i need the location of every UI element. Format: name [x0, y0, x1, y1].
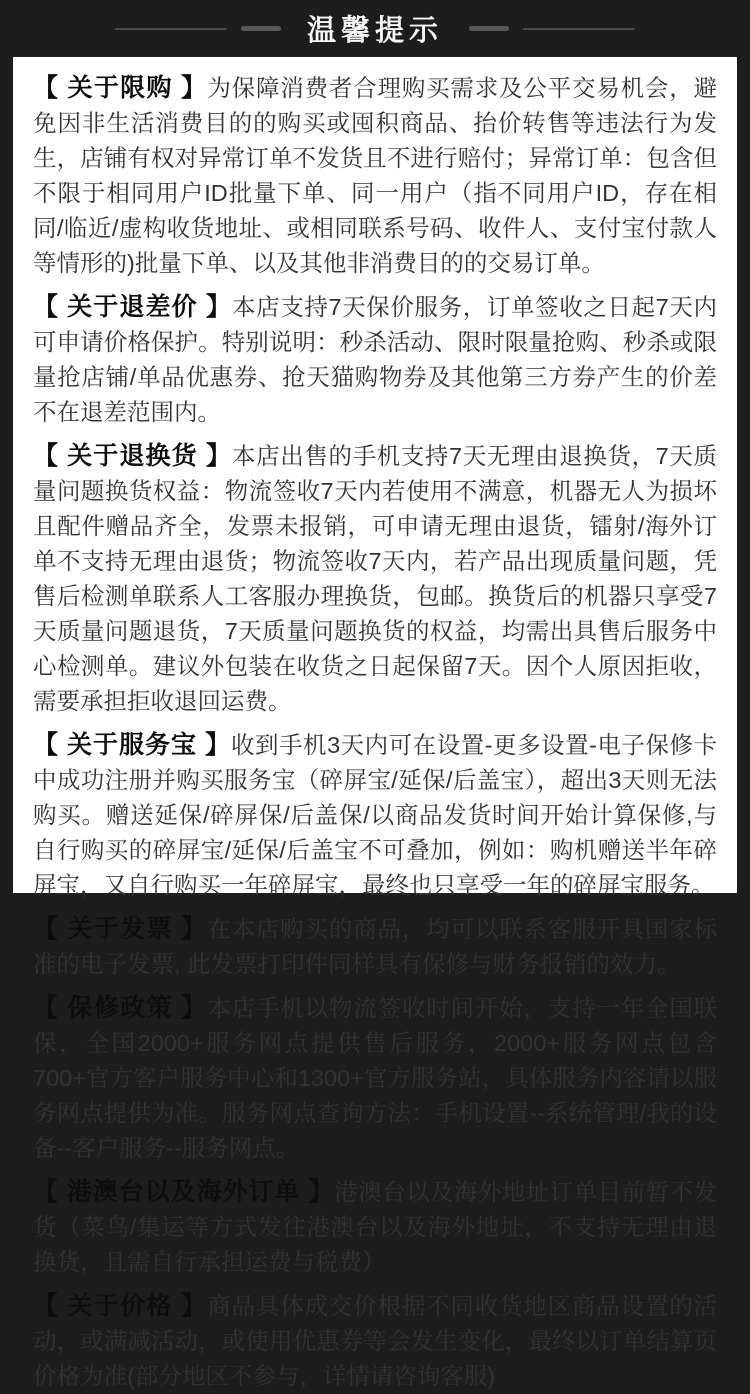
policy-section [33, 290, 717, 430]
section-text: 收到手机3天内可在设置-更多设置-电子保修卡中成功注册并购买服务宝（碎屏宝/延保/后盖宝），超出3天则无法购买。赠送延保/碎屏保/后盖保/以商品发货时间开始计算保修,与自行购买的碎屏宝/延保/后盖宝不可叠加，例如：购机赠送半年碎屏宝，又自行购买一年碎屏宝，最终也只享受一年的碎屏宝服务。 [33, 732, 717, 898]
section-text: 本店出售的手机支持7天无理由退换货，7天质量问题换货权益：物流签收7天内若使用不满意，机器无人为损坏且配件赠品齐全，发票未报销，可申请无理由退货，镭射/海外订单不支持无理由退货；物流签收7天内，若产品出现质量问题，凭售后检测单联系人工客服办理换货，包邮。换货后的机器只享受7天质量问题退货，7天质量问题换货的权益，均需出具售后服务中心检测单。建议外包装在收货之日起保留7天。因个人原因拒收，需要承担拒收退回运费。 [33, 443, 717, 714]
section-label: 【 关于服务宝 】 [33, 731, 232, 759]
section-label: 【 关于发票 】 [33, 915, 208, 943]
policy-section [33, 71, 717, 281]
policy-section [33, 1175, 717, 1280]
section-label: 【 关于限购 】 [33, 74, 208, 102]
section-text: 本店手机以物流签收时间开始，支持一年全国联保，全国2000+服务网点提供售后服务，2000+服务网点包含700+官方客户服务中心和1300+官方服务站，具体服务内容请以服务网点提供为准。服务网点查询方法：手机设置--系统管理/我的设备--客户服务--服务网点。 [33, 995, 717, 1161]
header-line-right [523, 28, 635, 30]
section-text: 本店支持7天保价服务，订单签收之日起7天内可申请价格保护。特别说明：秒杀活动、限时限量抢购、秒杀或限量抢店铺/单品优惠券、抢天猫购物券及其他第三方券产生的价差不在退差范围内。 [33, 294, 717, 425]
header-dash-left [241, 26, 281, 31]
section-label: 【 港澳台以及海外订单 】 [33, 1178, 335, 1206]
policy-section [33, 439, 717, 719]
section-label: 【 关于价格 】 [33, 1292, 208, 1320]
header-line-left [115, 28, 227, 30]
section-label: 【 关于退换货 】 [33, 442, 232, 470]
policy-section [33, 1289, 717, 1394]
policy-section [33, 728, 717, 903]
section-label: 【 保修政策 】 [33, 994, 208, 1022]
section-text: 商品具体成交价根据不同收货地区商品设置的活动，或满减活动，或使用优惠券等会发生变化，最终以订单结算页价格为准(部分地区不参与，详情请咨询客服) [33, 1293, 717, 1389]
notice-header [0, 0, 750, 57]
page-title: 温馨提示 [306, 15, 443, 47]
policy-section [33, 991, 717, 1166]
section-label: 【 关于退差价 】 [33, 293, 232, 321]
policy-section [33, 912, 717, 982]
notice-panel [13, 57, 737, 1389]
section-text: 为保障消费者合理购买需求及公平交易机会，避免因非生活消费目的的购买或囤积商品、抬价转售等违法行为发生，店铺有权对异常订单不发货且不进行赔付；异常订单：包含但不限于相同用户ID批量下单、同一用户（指不同用户ID，存在相同/临近/虚构收货地址、或相同联系号码、收件人、支付宝付款人等情形的)批量下单、以及其他非消费目的的交易订单。 [33, 75, 717, 276]
section-text: 在本店购买的商品，均可以联系客服开具国家标准的电子发票, 此发票打印件同样具有保修与财务报销的效力。 [33, 916, 717, 977]
section-text: 港澳台以及海外地址订单目前暂不发货（菜鸟/集运等方式发往港澳台以及海外地址，不支持无理由退换货，且需自行承担运费与税费） [33, 1179, 717, 1275]
header-dash-right [469, 26, 509, 31]
